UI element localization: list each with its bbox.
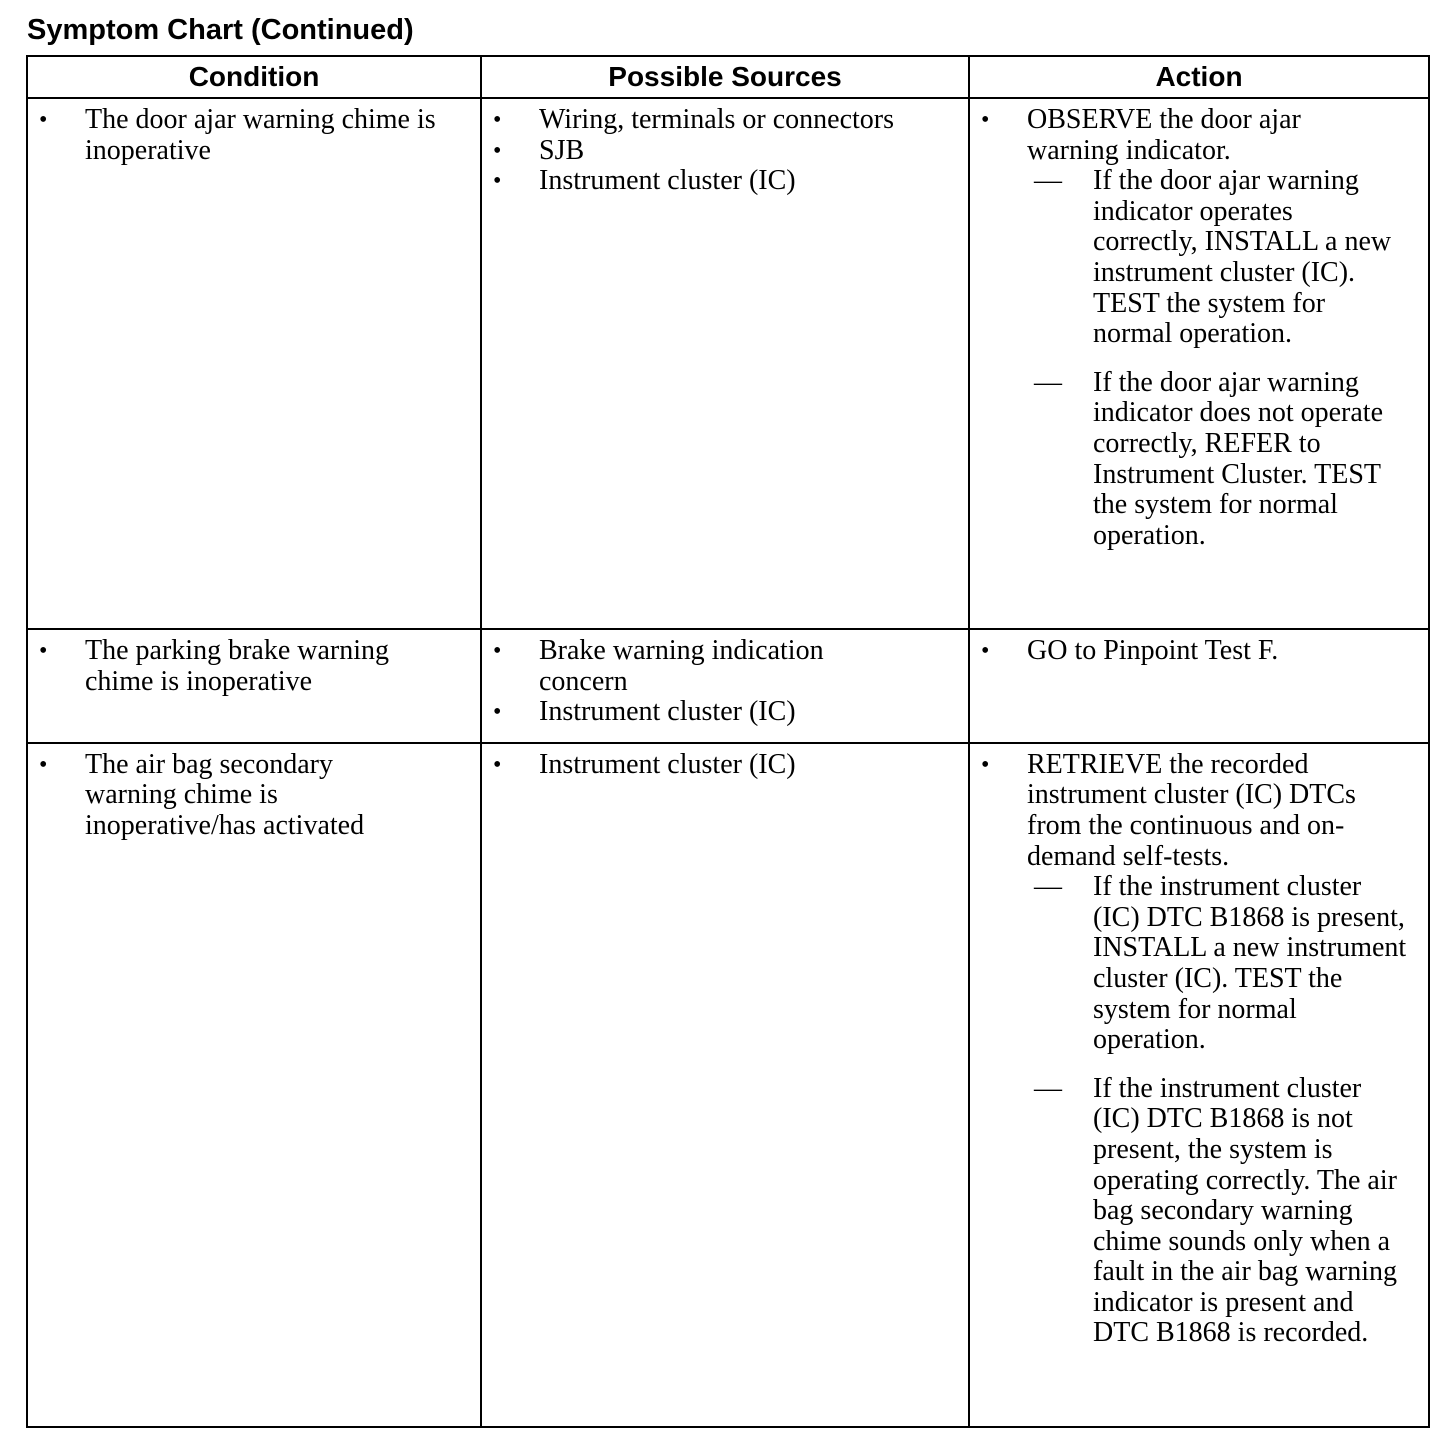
condition-item: • The door ajar warning chime is inoperative — [28, 105, 460, 166]
table-row — [27, 98, 1429, 629]
subaction-item — [970, 1074, 1414, 1349]
table-row — [27, 743, 1429, 1427]
source-item: • Instrument cluster (IC) — [482, 166, 908, 197]
sources-cell — [481, 743, 969, 1427]
table-row — [27, 629, 1429, 743]
source-item: • Instrument cluster (IC) — [482, 697, 908, 728]
source-item: • SJB — [482, 136, 908, 167]
subaction-text: If the instrument cluster (IC) DTC B1868 is present, INSTALL a new instrument cluster (IC). TEST the system for normal operation. — [1093, 871, 1407, 1056]
action-item: • GO to Pinpoint Test F. — [970, 636, 1404, 667]
subaction-item — [970, 872, 1414, 1056]
action-cell — [969, 629, 1429, 743]
action-cell — [969, 743, 1429, 1427]
dash-marker: — — [1034, 366, 1062, 398]
subaction-text: If the door ajar warning indicator operates correctly, INSTALL a new instrument cluster (IC). TEST the system for normal operation. — [1093, 165, 1392, 350]
subaction-item — [970, 368, 1404, 552]
column-header-possible-sources: Possible Sources — [481, 56, 969, 98]
dash-marker: — — [1034, 1072, 1062, 1104]
sources-cell — [481, 98, 969, 629]
condition-cell — [27, 629, 481, 743]
condition-cell — [27, 98, 481, 629]
action-item: • OBSERVE the door ajar warning indicator. — [970, 105, 1404, 166]
column-header-action: Action — [969, 56, 1429, 98]
source-item: • Wiring, terminals or connectors — [482, 105, 908, 136]
subaction-text: If the instrument cluster (IC) DTC B1868 is not present, the system is operating correctly. The air bag secondary warning chime sounds only when a fault in the air bag warning indicator is present and DTC B1868 is recorded. — [1093, 1072, 1398, 1349]
subaction-item — [970, 166, 1404, 350]
sources-cell — [481, 629, 969, 743]
condition-item: • The parking brake warning chime is inoperative — [28, 636, 440, 697]
source-item: • Instrument cluster (IC) — [482, 750, 908, 781]
condition-item: • The air bag secondary warning chime is inoperative/has activated — [28, 750, 420, 842]
column-header-condition: Condition — [27, 56, 481, 98]
source-item: • Brake warning indication concern — [482, 636, 908, 697]
dash-marker: — — [1034, 871, 1062, 903]
condition-cell — [27, 743, 481, 1427]
symptom-chart-table — [26, 55, 1430, 1428]
table-header-row — [27, 56, 1429, 98]
subaction-text: If the door ajar warning indicator does not operate correctly, REFER to Instrument Cluster. TEST the system for normal operation. — [1093, 366, 1384, 551]
page-title: Symptom Chart (Continued) — [27, 14, 414, 46]
action-item: • RETRIEVE the recorded instrument cluster (IC) DTCs from the continuous and on-demand self-tests. — [970, 750, 1414, 872]
action-cell — [969, 98, 1429, 629]
dash-marker: — — [1034, 165, 1062, 197]
